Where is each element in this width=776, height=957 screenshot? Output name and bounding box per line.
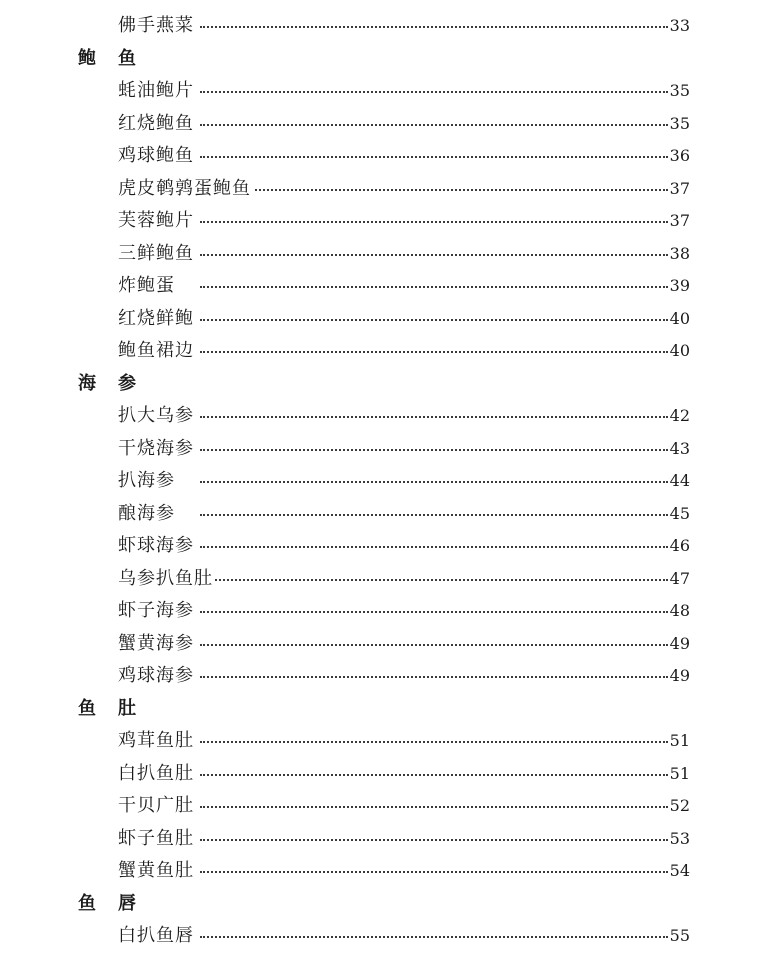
toc-entry [0, 503, 776, 535]
toc-entry [0, 15, 776, 47]
dot-leader [200, 254, 668, 256]
toc-entry [0, 243, 776, 275]
toc-entry [0, 340, 776, 372]
dot-leader [200, 319, 668, 321]
toc-entry-title: 红烧鲜鲍 [118, 307, 194, 329]
toc-entry [0, 763, 776, 795]
toc-entry-page-number: 48 [669, 601, 690, 620]
dot-leader [200, 806, 668, 808]
section-heading-char-2: 鱼 [118, 47, 136, 69]
toc-entry-page-number: 33 [669, 16, 690, 35]
section-heading-char-1: 鱼 [78, 892, 96, 914]
toc-entry [0, 470, 776, 502]
toc-entry-title: 白扒鱼肚 [118, 762, 194, 784]
toc-entry [0, 600, 776, 632]
toc-entry [0, 860, 776, 892]
section-heading-char-1: 鱼 [78, 697, 96, 719]
toc-entry-page-number: 40 [669, 341, 690, 360]
toc-entry-title: 酿海参 [118, 502, 175, 524]
dot-leader [200, 839, 668, 841]
toc-section-heading [0, 698, 776, 730]
toc-entry [0, 568, 776, 600]
toc-entry [0, 275, 776, 307]
toc-section-heading [0, 373, 776, 405]
dot-leader [200, 514, 668, 516]
toc-entry [0, 795, 776, 827]
toc-entry [0, 80, 776, 112]
toc-entry-title: 扒大乌参 [118, 405, 194, 426]
dot-leader [200, 774, 668, 776]
toc-entry-title: 鸡球海参 [118, 665, 194, 686]
toc-entry-title: 蟹黄海参 [118, 632, 194, 654]
toc-entry [0, 405, 776, 437]
toc-entry [0, 178, 776, 210]
dot-leader [200, 871, 668, 873]
dot-leader [200, 546, 668, 548]
toc-section-heading [0, 893, 776, 925]
toc-entry-title: 蟹黄鱼肚 [118, 860, 194, 881]
section-heading-char-2: 唇 [118, 892, 136, 914]
dot-leader [200, 189, 668, 191]
toc-entry-page-number: 38 [669, 243, 690, 263]
section-heading-char-2: 肚 [118, 697, 136, 719]
dot-leader [200, 416, 668, 418]
toc-entry [0, 730, 776, 762]
dot-leader [200, 676, 668, 678]
toc-entry-title: 佛手燕菜 [118, 15, 194, 36]
toc-entry-title: 虾子鱼肚 [118, 827, 194, 849]
dot-leader [200, 286, 668, 288]
dot-leader [200, 481, 668, 483]
toc-entry-title: 白扒鱼唇 [118, 925, 194, 946]
toc-entry-page-number: 35 [669, 113, 690, 133]
dot-leader [200, 579, 668, 581]
toc-entry [0, 665, 776, 697]
toc-entry-page-number: 36 [669, 146, 690, 165]
toc-entry-title: 乌参扒鱼肚 [118, 567, 213, 589]
toc-entry-title: 炸鲍蛋 [118, 275, 175, 296]
dot-leader [200, 351, 668, 353]
toc-entry-page-number: 40 [669, 308, 690, 328]
toc-entry-page-number: 54 [669, 861, 690, 880]
toc-entry [0, 925, 776, 957]
dot-leader [200, 124, 668, 126]
toc-entry-title: 虎皮鹌鹑蛋鲍鱼 [118, 177, 251, 199]
toc-entry-title: 鸡球鲍鱼 [118, 145, 194, 166]
toc-entry [0, 113, 776, 145]
toc-entry-title: 鸡茸鱼肚 [118, 730, 194, 751]
toc-entry-title: 红烧鲍鱼 [118, 112, 194, 134]
toc-entry-page-number: 49 [669, 633, 690, 653]
dot-leader [200, 91, 668, 93]
toc-entry [0, 535, 776, 567]
dot-leader [200, 156, 668, 158]
toc-entry-page-number: 52 [669, 796, 690, 815]
section-heading-char-2: 参 [118, 372, 136, 394]
toc-entry-page-number: 35 [669, 81, 690, 100]
dot-leader [200, 741, 668, 743]
dot-leader [200, 611, 668, 613]
toc-entry-page-number: 43 [669, 438, 690, 458]
toc-entry-title: 扒海参 [118, 470, 175, 491]
toc-entry-title: 虾子海参 [118, 600, 194, 621]
toc-entry-title: 蚝油鲍片 [118, 80, 194, 101]
toc-entry-title: 鲍鱼裙边 [118, 340, 194, 361]
dot-leader [200, 26, 668, 28]
toc-entry-page-number: 37 [669, 211, 690, 230]
toc-entry-page-number: 44 [669, 471, 690, 490]
toc-entry-page-number: 49 [669, 666, 690, 685]
toc-entry-title: 干贝广肚 [118, 795, 194, 816]
toc-entry [0, 210, 776, 242]
toc-entry-page-number: 51 [669, 763, 690, 783]
toc-entry-page-number: 55 [669, 926, 690, 945]
toc-entry-title: 干烧海参 [118, 437, 194, 459]
section-heading-char-1: 鲍 [78, 47, 96, 69]
dot-leader [200, 644, 668, 646]
toc-entry-page-number: 45 [669, 503, 690, 523]
toc-entry-page-number: 37 [669, 178, 690, 198]
toc-entry-title: 芙蓉鲍片 [118, 210, 194, 231]
toc-entry-page-number: 47 [669, 568, 690, 588]
section-heading-char-1: 海 [78, 372, 96, 394]
dot-leader [200, 936, 668, 938]
toc-entry-page-number: 53 [669, 828, 690, 848]
dot-leader [200, 449, 668, 451]
toc-section-heading [0, 48, 776, 80]
toc-entry-page-number: 42 [669, 406, 690, 425]
toc-entry-page-number: 46 [669, 536, 690, 555]
toc-entry-title: 三鲜鲍鱼 [118, 242, 194, 264]
toc-entry [0, 828, 776, 860]
toc-entry-title: 虾球海参 [118, 535, 194, 556]
toc-entry-page-number: 51 [669, 731, 690, 750]
toc-entry-page-number: 39 [669, 276, 690, 295]
dot-leader [200, 221, 668, 223]
toc-entry [0, 438, 776, 470]
toc-entry [0, 308, 776, 340]
toc-entry [0, 633, 776, 665]
toc-entry [0, 145, 776, 177]
